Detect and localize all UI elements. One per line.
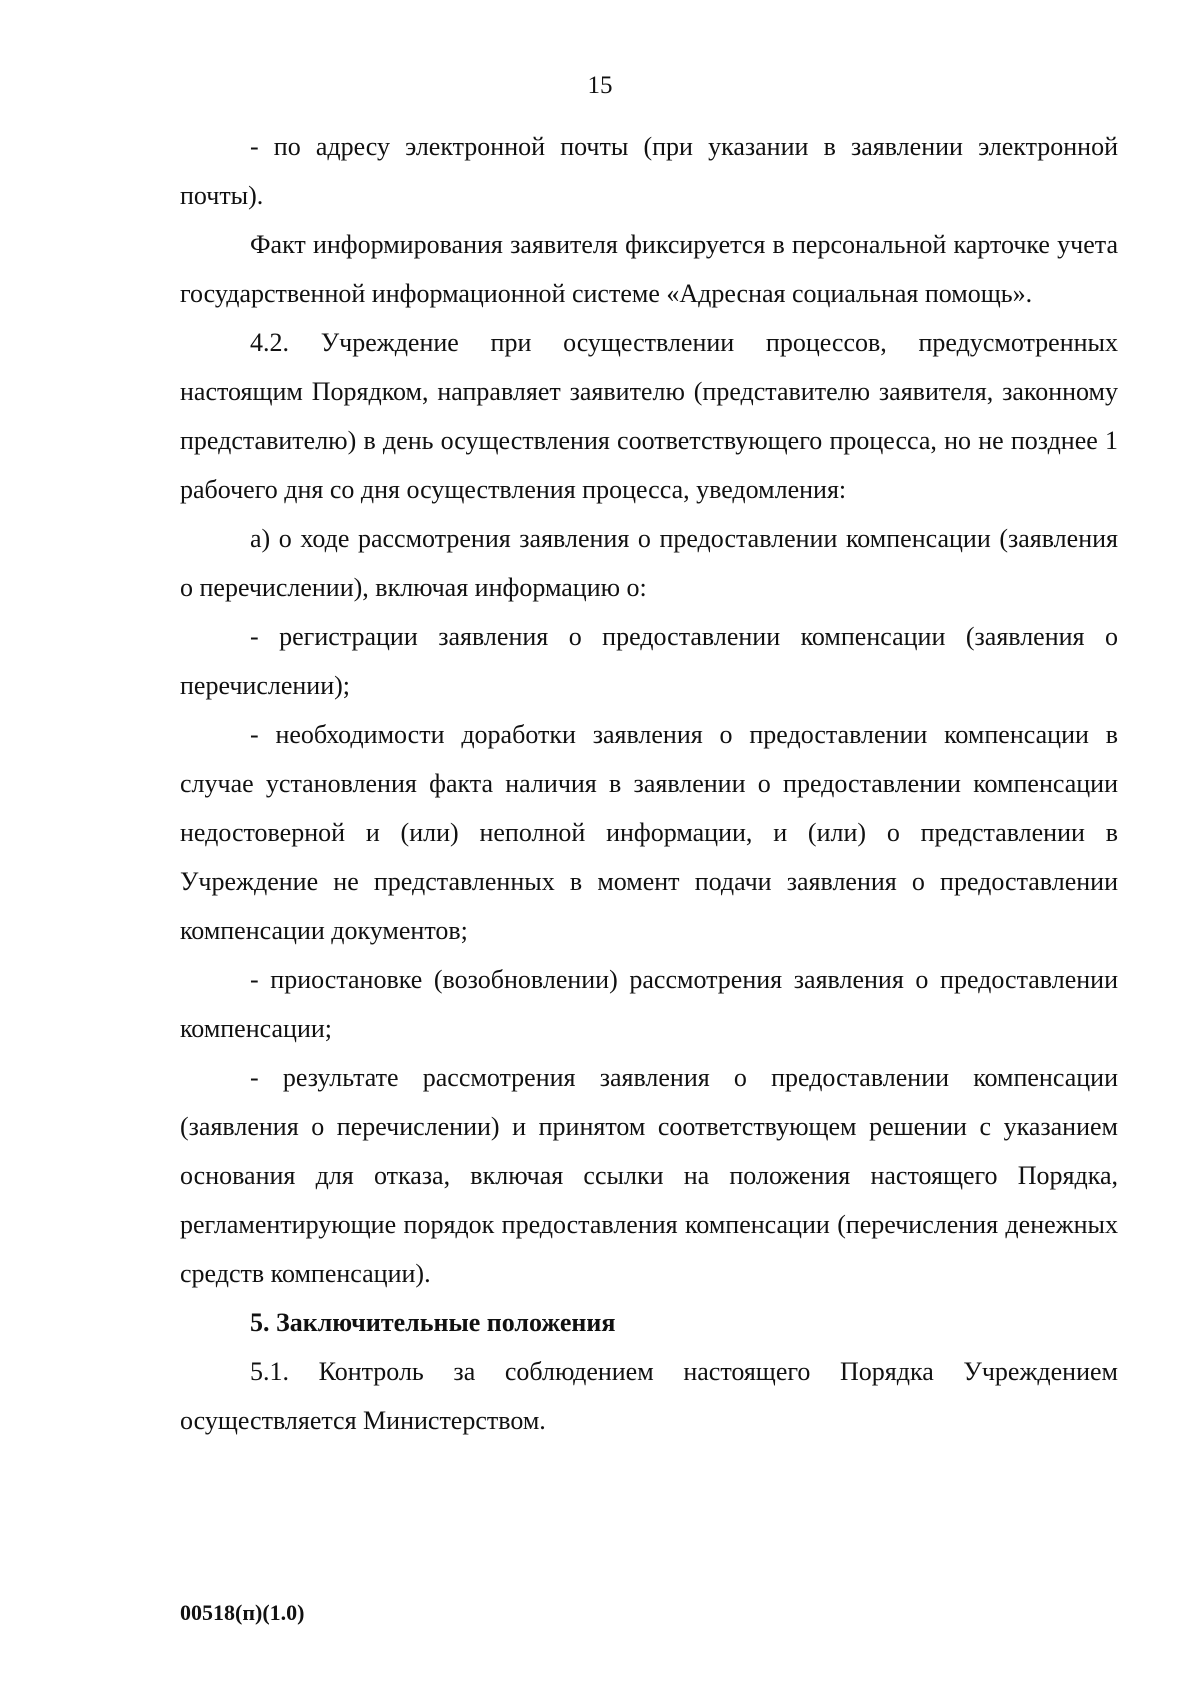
- document-body: [180, 122, 1118, 1445]
- paragraph-a-progress: а) о ходе рассмотрения заявления о предоставлении компенсации (заявления о перечислении), включая информацию о:: [180, 524, 1118, 602]
- paragraph-informing-fact: Факт информирования заявителя фиксируется в персональной карточке учета государственной информационной системе «Адресная социальная помощь».: [180, 230, 1118, 308]
- section-5-heading: 5. Заключительные положения: [250, 1308, 616, 1337]
- page-number: 15: [587, 72, 613, 99]
- document-code: 00518(п)(1.0): [180, 1600, 305, 1625]
- paragraph-5-1: 5.1. Контроль за соблюдением настоящего Порядка Учреждением осуществляется Министерством.: [180, 1357, 1118, 1435]
- paragraph-result: - результате рассмотрения заявления о предоставлении компенсации (заявления о перечислении) и принятом соответствующем решении с указанием основания для отказа, включая ссылки на положения настоящего Порядка, регламентирующие порядок предоставления компенсации (перечисления денежных средств компенсации).: [180, 1063, 1118, 1288]
- paragraph-suspension: - приостановке (возобновлении) рассмотрения заявления о предоставлении компенсации;: [180, 965, 1118, 1043]
- paragraph-revision: - необходимости доработки заявления о предоставлении компенсации в случае установления факта наличия в заявлении о предоставлении компенсации недостоверной и (или) неполной информации, и (или) о представлении в Учреждение не представленных в момент подачи заявления о предоставлении компенсации документов;: [180, 720, 1118, 945]
- paragraph-4-2: 4.2. Учреждение при осуществлении процессов, предусмотренных настоящим Порядком, направляет заявителю (представителю заявителя, законному представителю) в день осуществления соответствующего процесса, но не позднее 1 рабочего дня со дня осуществления процесса, уведомления:: [180, 328, 1118, 504]
- paragraph-email-notice: - по адресу электронной почты (при указании в заявлении электронной почты).: [180, 132, 1118, 210]
- paragraph-registration: - регистрации заявления о предоставлении компенсации (заявления о перечислении);: [180, 622, 1118, 700]
